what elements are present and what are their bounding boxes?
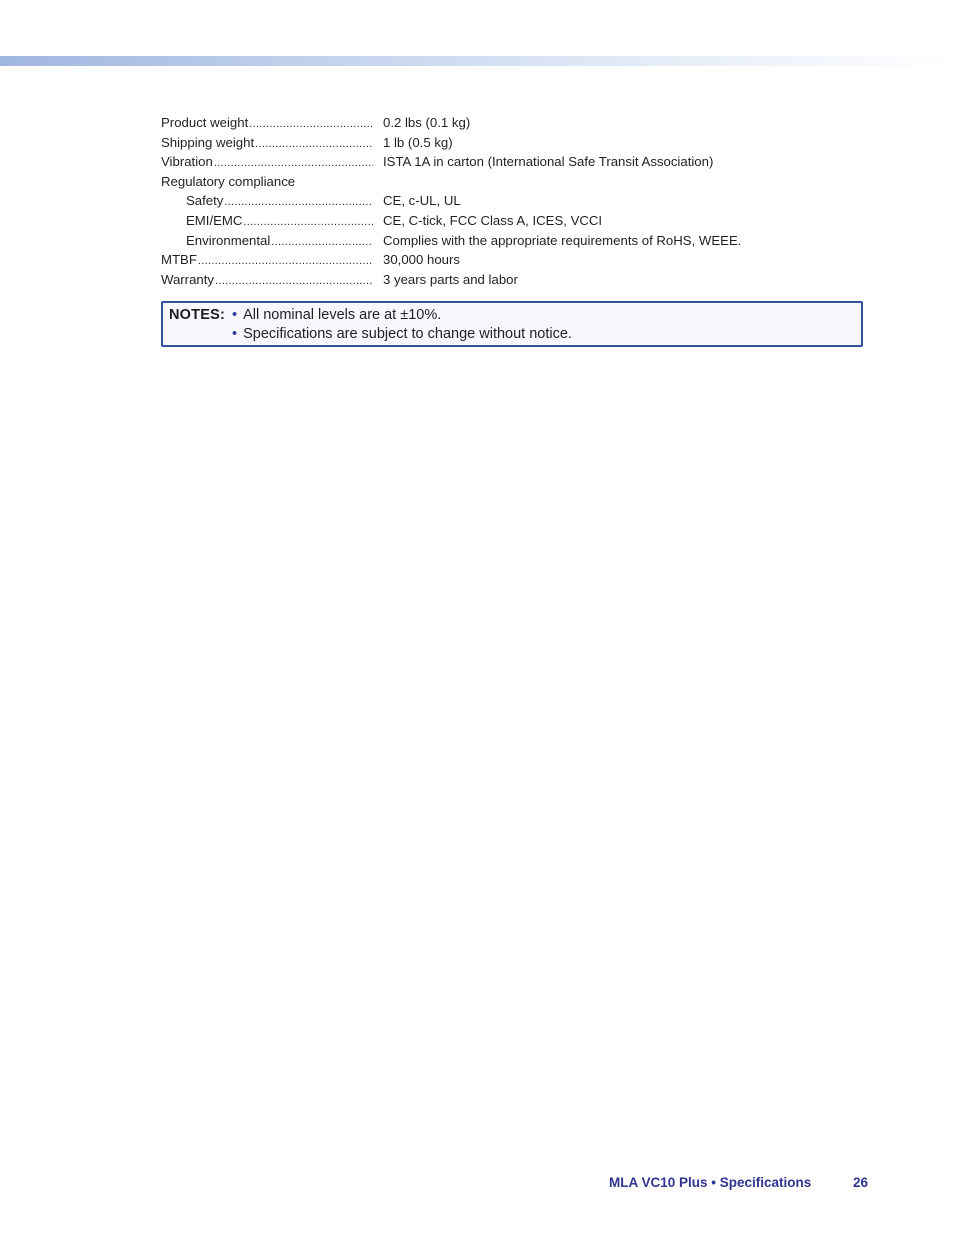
spec-value: CE, c-UL, UL xyxy=(383,193,461,209)
dot-leader xyxy=(215,272,373,292)
spec-label: Vibration xyxy=(161,154,213,170)
spec-label: MTBF xyxy=(161,252,197,268)
spec-section-heading xyxy=(161,172,861,192)
spec-label: Product weight xyxy=(161,115,249,130)
spec-value: Complies with the appropriate requirements of RoHS, WEEE. xyxy=(383,232,742,248)
note-item xyxy=(232,307,441,323)
spec-label: Shipping weight xyxy=(161,134,255,150)
spec-row xyxy=(161,270,861,290)
specifications-list xyxy=(161,113,861,289)
spec-value: 3 years parts and labor xyxy=(383,271,518,287)
notes-label: NOTES: xyxy=(169,307,225,323)
note-text: Specifications are subject to change without notice. xyxy=(243,326,572,342)
spec-row xyxy=(161,152,861,172)
page-number: 26 xyxy=(853,1175,869,1190)
note-item xyxy=(232,326,572,342)
spec-row xyxy=(161,231,861,251)
footer-title: MLA VC10 Plus • Specifications xyxy=(609,1175,812,1190)
spec-label: Regulatory compliance xyxy=(161,173,296,189)
spec-row xyxy=(161,250,861,270)
spec-label: Safety xyxy=(186,193,224,209)
note-text: All nominal levels are at ±10%. xyxy=(243,307,442,323)
spec-value: 0.2 lbs (0.1 kg) xyxy=(383,115,471,130)
header-gradient-band xyxy=(0,56,954,66)
notes-box xyxy=(161,301,863,347)
spec-label: Warranty xyxy=(161,271,215,287)
spec-value: 30,000 hours xyxy=(383,252,460,268)
spec-label: Environmental xyxy=(186,232,271,248)
spec-row xyxy=(161,191,861,211)
spec-row xyxy=(161,113,861,133)
spec-value: ISTA 1A in carton (International Safe Transit Association) xyxy=(383,154,714,170)
spec-row xyxy=(161,211,861,231)
spec-row xyxy=(161,133,861,153)
bullet-icon: • xyxy=(232,307,238,323)
spec-value: 1 lb (0.5 kg) xyxy=(383,134,453,150)
spec-label: EMI/EMC xyxy=(186,212,243,228)
bullet-icon: • xyxy=(232,326,238,342)
spec-value: CE, C-tick, FCC Class A, ICES, VCCI xyxy=(383,212,603,228)
